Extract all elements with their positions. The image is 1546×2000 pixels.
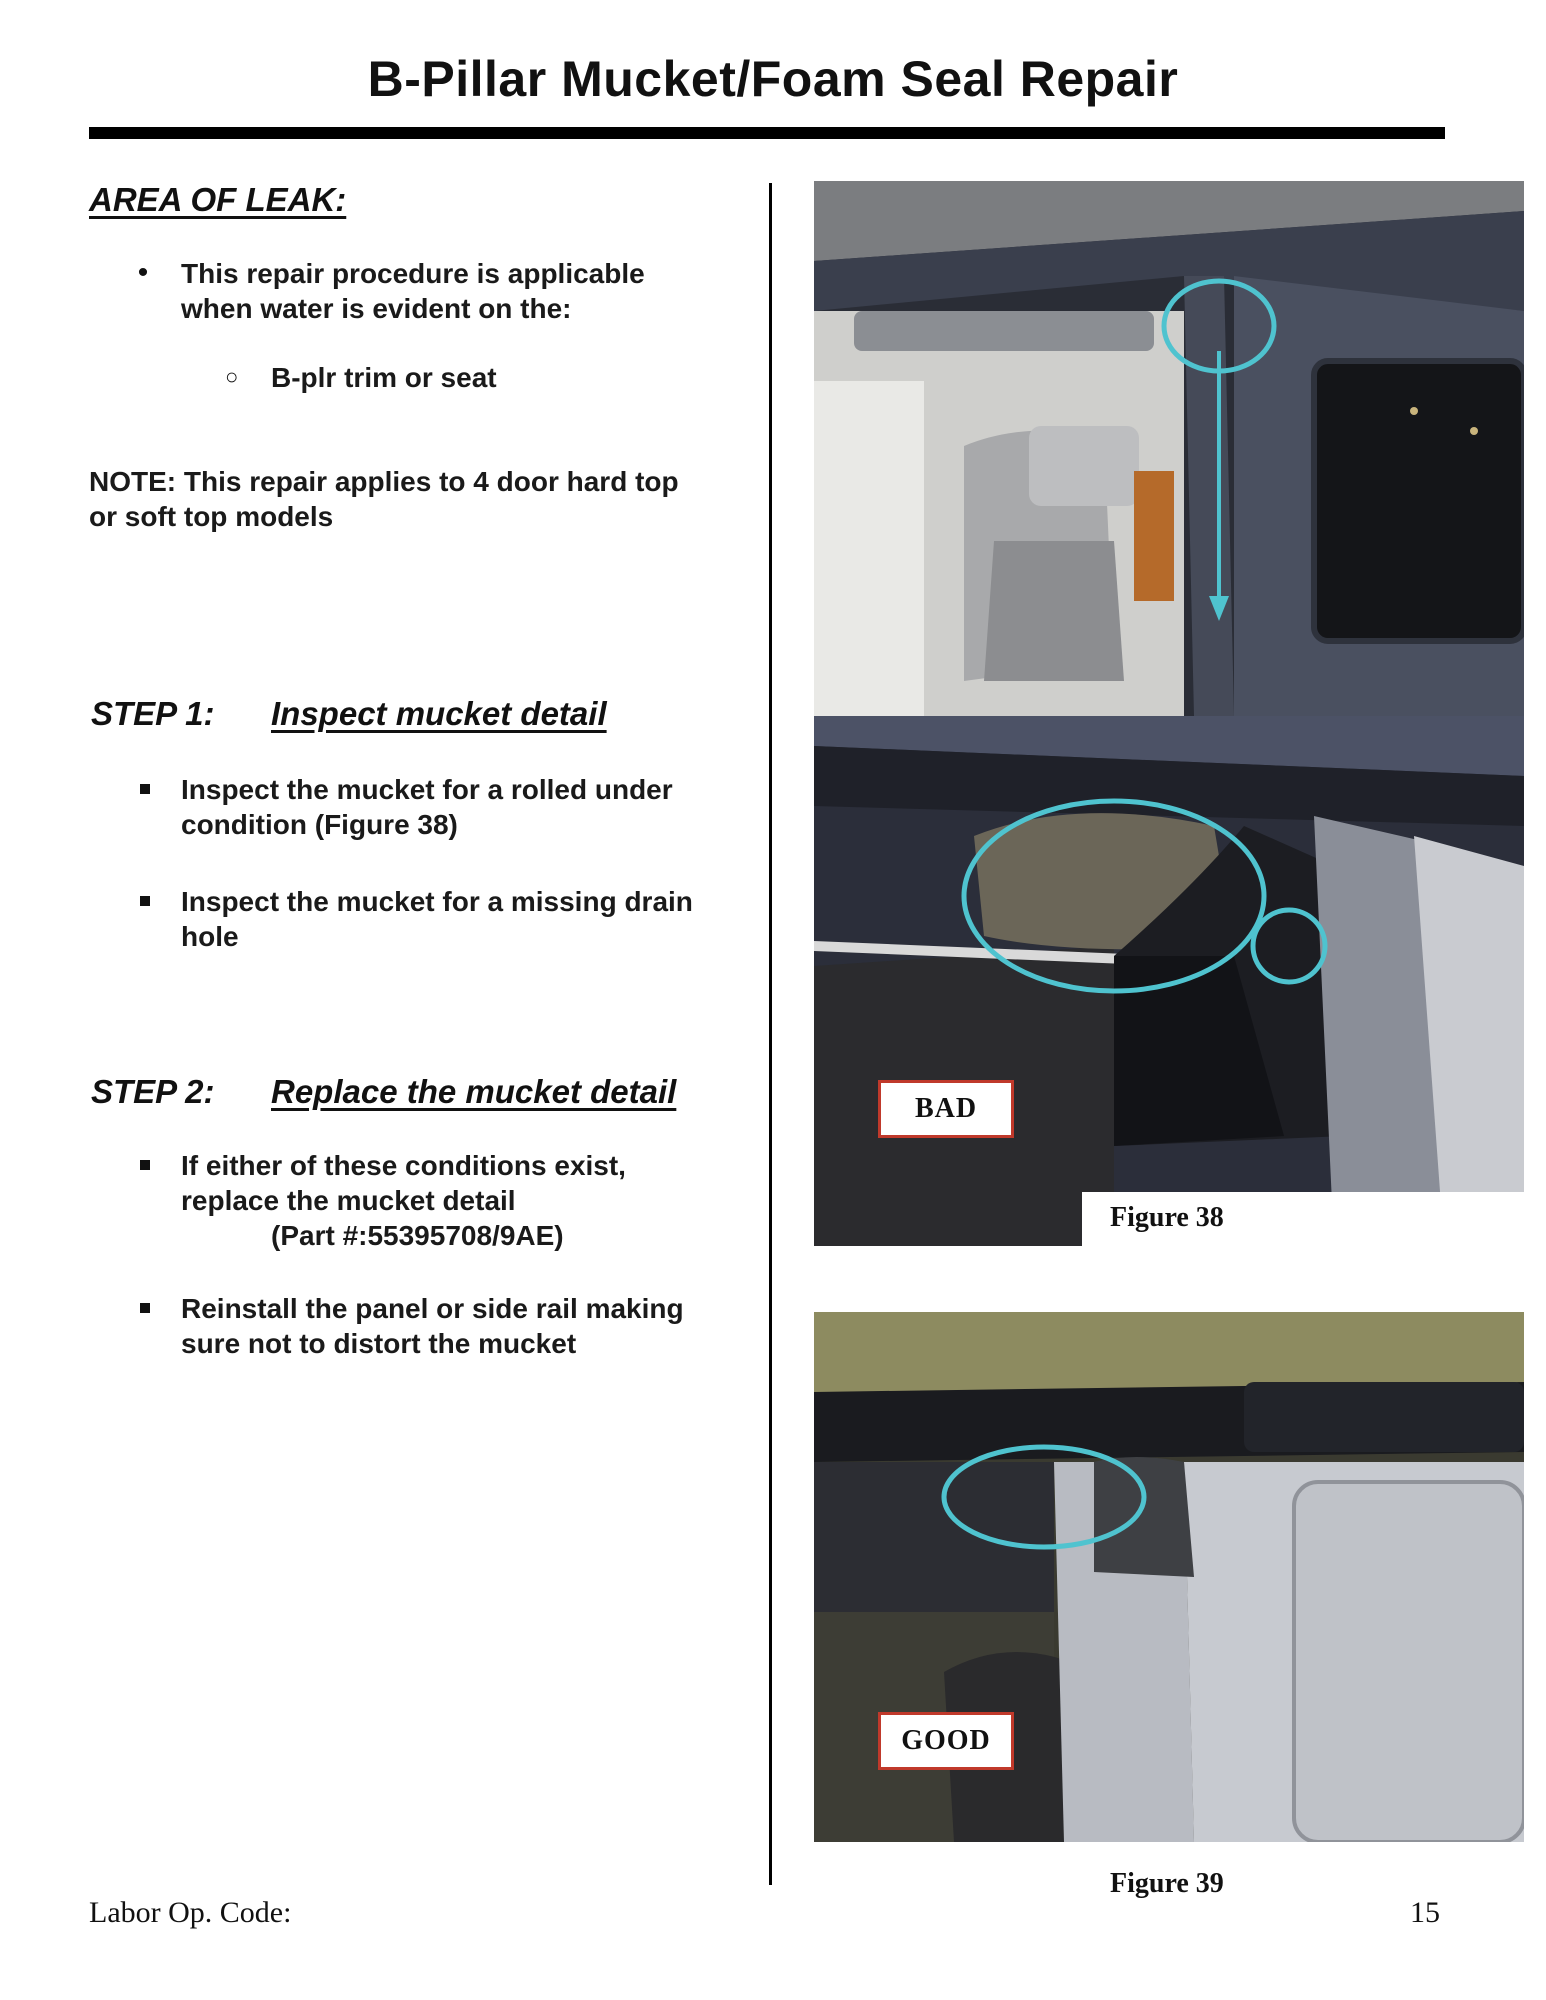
labor-op-code: Labor Op. Code: [89, 1896, 292, 1929]
square-bullet-icon [140, 1303, 150, 1313]
step1-item-2: Inspect the mucket for a missing drain hole [181, 886, 693, 952]
title-rule [89, 127, 1445, 139]
sub-bullet-circle-icon: ○ [225, 364, 239, 389]
step1-item-1: Inspect the mucket for a rolled under condition (Figure 38) [181, 774, 673, 840]
figure-38-photo [814, 716, 1524, 1246]
step2-label: STEP 2: [91, 1073, 215, 1110]
square-bullet-icon [140, 784, 150, 794]
square-bullet-icon [140, 896, 150, 906]
step1-label: STEP 1: [91, 695, 215, 732]
bad-label: BAD [878, 1080, 1014, 1138]
page-number: 15 [1410, 1896, 1440, 1929]
square-bullet-icon [140, 1160, 150, 1170]
figure-38-caption: Figure 38 [1110, 1202, 1224, 1233]
area-sub-bullet: B-plr trim or seat [271, 362, 497, 393]
good-label: GOOD [878, 1712, 1014, 1770]
step2-item-2: Reinstall the panel or side rail making sure not to distort the mucket [181, 1293, 684, 1359]
area-bullet-text: This repair procedure is applicable when water is evident on the: [181, 258, 645, 324]
b-pillar-overview-photo [814, 181, 1524, 716]
step1-title: Inspect mucket detail [271, 695, 607, 732]
page-title: B-Pillar Mucket/Foam Seal Repair [367, 51, 1179, 107]
column-divider [769, 183, 772, 1885]
step2-part-number: (Part #:55395708/9AE) [271, 1220, 564, 1251]
step2-item-1: If either of these conditions exist, replace the mucket detail [181, 1150, 626, 1216]
area-of-leak-heading: AREA OF LEAK: [89, 181, 347, 218]
bullet-dot-icon: • [137, 256, 149, 289]
note-text: NOTE: This repair applies to 4 door hard top or soft top models [89, 466, 679, 532]
figure-39-caption: Figure 39 [1110, 1868, 1224, 1899]
step2-title: Replace the mucket detail [271, 1073, 677, 1110]
